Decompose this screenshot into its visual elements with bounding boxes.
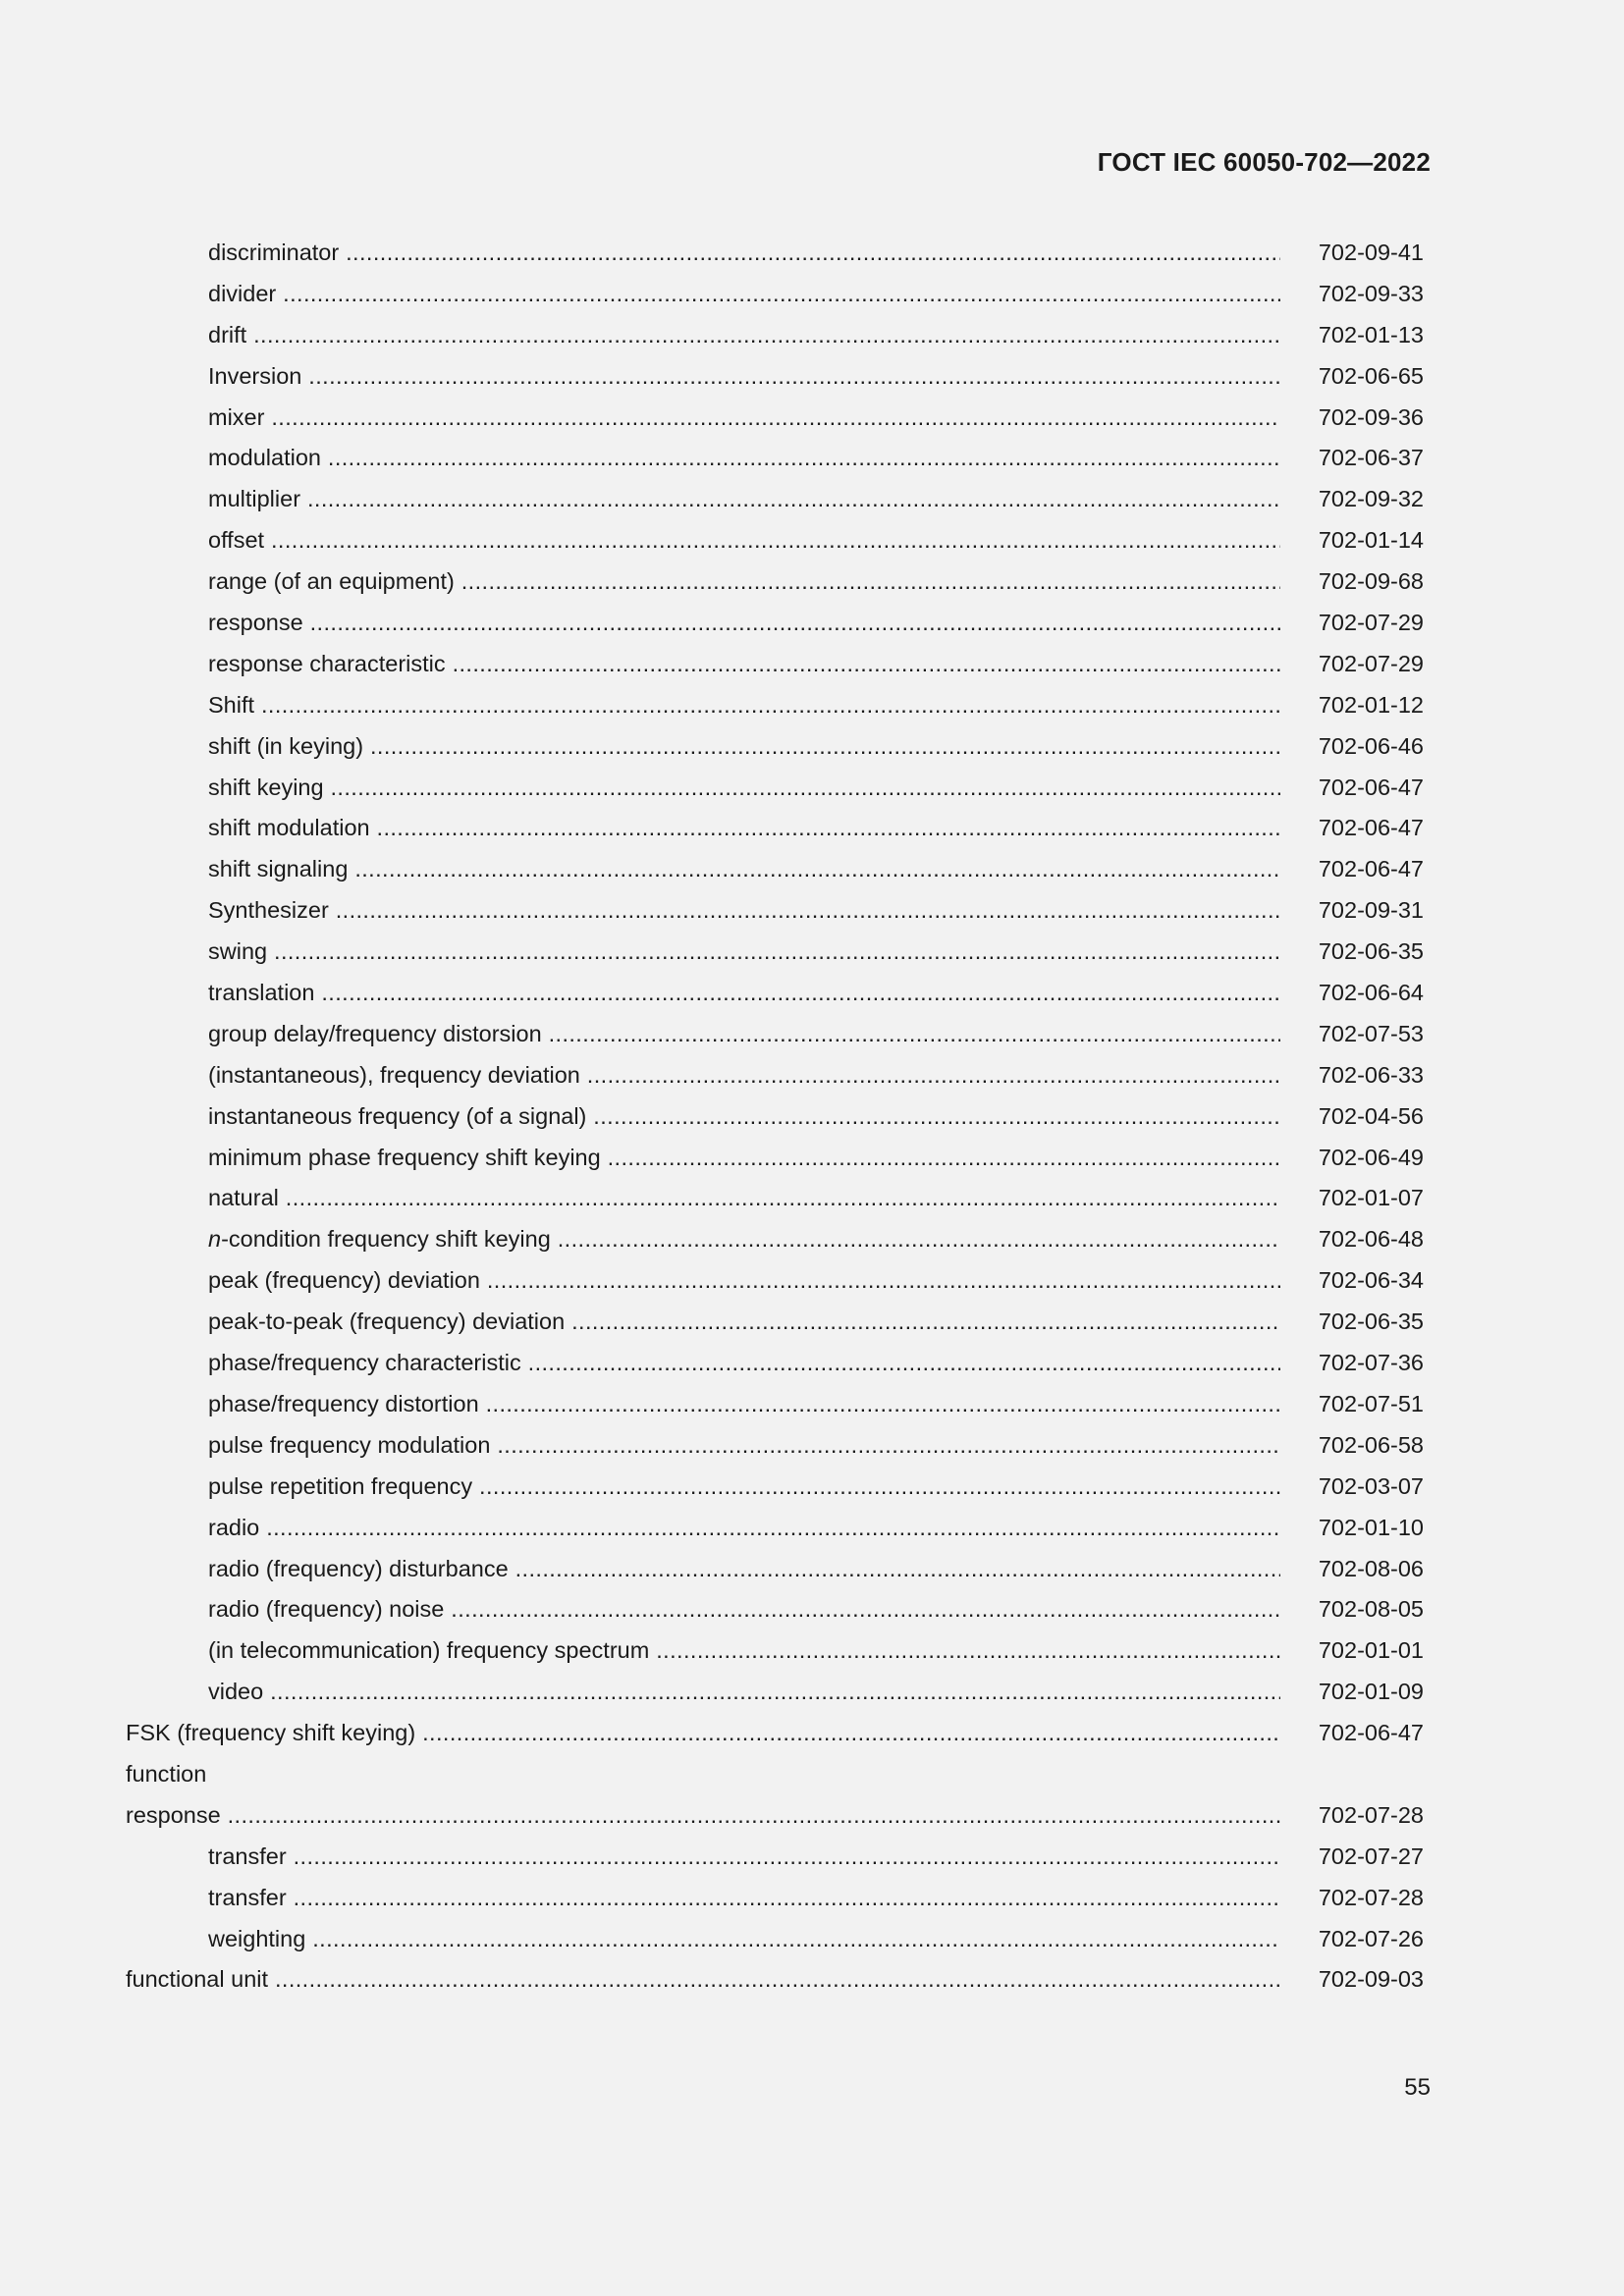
index-ref: 702-09-33 — [1318, 280, 1424, 306]
index-term — [126, 1795, 1280, 1837]
index-entry — [126, 561, 1424, 603]
index-entry — [126, 726, 1424, 768]
index-term — [126, 1959, 1280, 2001]
index-ref: 702-09-68 — [1318, 568, 1424, 595]
index-ref: 702-01-09 — [1318, 1679, 1424, 1705]
index-ref: 702-01-10 — [1318, 1514, 1424, 1540]
index-entry — [126, 1754, 1424, 1795]
index-term-text: natural — [208, 1185, 279, 1211]
index-ref: 702-09-41 — [1318, 240, 1424, 265]
index-ref: 702-07-29 — [1318, 650, 1424, 676]
index-term — [208, 1508, 1280, 1549]
index-entry — [126, 438, 1424, 479]
index-entry — [126, 768, 1424, 809]
index-term-text: peak-to-peak (frequency) deviation — [208, 1308, 566, 1335]
index-term-text: response — [126, 1801, 221, 1828]
index-entry — [126, 890, 1424, 932]
index-entry — [126, 274, 1424, 315]
index-term-text: transfer — [208, 1884, 287, 1910]
index-term — [208, 1096, 1280, 1138]
index-term — [208, 973, 1280, 1014]
index-term — [208, 315, 1280, 356]
index-ref: 702-06-35 — [1318, 1308, 1424, 1335]
index-entry — [126, 1055, 1424, 1096]
index-term-text: (in telecommunication) frequency spectrum — [208, 1637, 650, 1664]
index-term — [208, 1384, 1280, 1425]
index-term-text: instantaneous frequency (of a signal) — [208, 1102, 587, 1129]
index-term-text: offset — [208, 527, 265, 554]
index-term — [208, 644, 1280, 685]
index-term — [208, 1425, 1280, 1467]
index-ref: 702-03-07 — [1318, 1472, 1424, 1499]
index-term-text: pulse frequency modulation — [208, 1431, 491, 1458]
index-entry — [126, 1795, 1424, 1837]
index-entry — [126, 1959, 1424, 2001]
index-entry — [126, 1343, 1424, 1384]
index-term — [208, 1589, 1280, 1630]
index-ref: 702-08-06 — [1318, 1555, 1424, 1581]
index-term — [208, 274, 1280, 315]
index-term-text: Inversion — [208, 362, 302, 389]
index-term — [208, 520, 1280, 561]
index-term — [126, 1754, 1280, 1795]
index-entry — [126, 1589, 1424, 1630]
index-ref: 702-01-14 — [1318, 527, 1424, 554]
index-term — [208, 1630, 1280, 1672]
index-term — [208, 356, 1280, 398]
index-entry — [126, 1467, 1424, 1508]
index-term — [126, 1713, 1280, 1754]
index-term — [208, 1343, 1280, 1384]
index-term — [208, 1219, 1280, 1260]
document-header: ГОСТ IEC 60050-702—2022 — [1097, 147, 1431, 177]
index-term — [208, 603, 1280, 644]
index-term-text: Shift — [208, 691, 255, 718]
index-ref: 702-06-47 — [1318, 856, 1424, 882]
index-ref: 702-06-47 — [1318, 774, 1424, 800]
index-term — [208, 768, 1280, 809]
index-term-text: shift signaling — [208, 856, 349, 882]
index-term — [208, 1178, 1280, 1219]
index-list — [126, 233, 1424, 2001]
index-term — [208, 561, 1280, 603]
index-term — [208, 1837, 1280, 1878]
index-term-text: group delay/frequency distorsion — [208, 1020, 542, 1046]
index-term — [208, 1055, 1280, 1096]
index-ref: 702-08-05 — [1318, 1596, 1424, 1623]
index-entry — [126, 1260, 1424, 1302]
index-entry — [126, 315, 1424, 356]
index-ref: 702-07-36 — [1318, 1350, 1424, 1376]
index-ref: 702-07-28 — [1318, 1884, 1424, 1910]
index-term-text: response — [208, 610, 303, 636]
index-term — [208, 932, 1280, 973]
index-term-text: radio — [208, 1514, 260, 1540]
index-ref: 702-06-35 — [1318, 938, 1424, 965]
index-term — [208, 1878, 1280, 1919]
index-term — [208, 1467, 1280, 1508]
index-term-text: video — [208, 1679, 264, 1705]
index-ref: 702-07-29 — [1318, 610, 1424, 636]
index-entry — [126, 479, 1424, 520]
index-entry — [126, 1219, 1424, 1260]
index-entry — [126, 644, 1424, 685]
index-ref: 702-06-33 — [1318, 1061, 1424, 1088]
index-term — [208, 1302, 1280, 1343]
index-ref: 702-07-28 — [1318, 1801, 1424, 1828]
index-term-text: Synthesizer — [208, 897, 329, 924]
index-entry — [126, 356, 1424, 398]
index-term — [208, 685, 1280, 726]
index-ref: 702-06-64 — [1318, 980, 1424, 1006]
index-term — [208, 1672, 1280, 1713]
index-entry — [126, 973, 1424, 1014]
index-term-text: function — [126, 1760, 207, 1787]
index-entry — [126, 1630, 1424, 1672]
index-term-text: pulse repetition frequency — [208, 1472, 473, 1499]
index-term — [208, 1549, 1280, 1590]
index-term-text: radio (frequency) noise — [208, 1596, 445, 1623]
index-ref: 702-01-07 — [1318, 1185, 1424, 1211]
page-number: 55 — [1404, 2074, 1431, 2101]
index-entry — [126, 520, 1424, 561]
index-term — [208, 1014, 1280, 1055]
index-term-text: modulation — [208, 445, 321, 471]
index-term — [208, 398, 1280, 439]
index-ref: 702-07-53 — [1318, 1020, 1424, 1046]
index-entry — [126, 1178, 1424, 1219]
index-term-text: phase/frequency distortion — [208, 1390, 479, 1416]
index-term-prefix: n — [208, 1226, 222, 1253]
index-ref: 702-06-46 — [1318, 732, 1424, 759]
index-term-text: mixer — [208, 403, 265, 430]
index-ref: 702-09-03 — [1318, 1966, 1424, 1993]
index-term-text: weighting — [208, 1925, 306, 1951]
index-ref: 702-06-65 — [1318, 362, 1424, 389]
index-ref: 702-01-12 — [1318, 691, 1424, 718]
index-ref: 702-06-37 — [1318, 445, 1424, 471]
index-entry — [126, 1508, 1424, 1549]
index-term — [208, 808, 1280, 849]
index-entry — [126, 1096, 1424, 1138]
index-term — [208, 1919, 1280, 1960]
index-ref: 702-09-31 — [1318, 897, 1424, 924]
index-ref: 702-04-56 — [1318, 1102, 1424, 1129]
index-ref: 702-07-26 — [1318, 1925, 1424, 1951]
index-entry — [126, 1014, 1424, 1055]
index-entry — [126, 1549, 1424, 1590]
index-term-text: shift keying — [208, 774, 324, 800]
index-term-text: shift (in keying) — [208, 732, 364, 759]
index-entry — [126, 1384, 1424, 1425]
index-ref: 702-06-47 — [1318, 815, 1424, 841]
index-term-text: discriminator — [208, 240, 340, 265]
index-term-text: drift — [208, 321, 247, 347]
index-entry — [126, 932, 1424, 973]
index-term-text: multiplier — [208, 486, 301, 512]
index-ref: 702-06-49 — [1318, 1144, 1424, 1170]
index-ref: 702-06-47 — [1318, 1720, 1424, 1746]
index-term-text: swing — [208, 938, 268, 965]
index-term-text: divider — [208, 280, 277, 306]
index-entry — [126, 685, 1424, 726]
index-entry — [126, 1425, 1424, 1467]
index-ref: 702-07-27 — [1318, 1842, 1424, 1869]
index-ref: 702-09-32 — [1318, 486, 1424, 512]
index-term-text: functional unit — [126, 1966, 269, 1993]
index-term-text: (instantaneous), frequency deviation — [208, 1061, 580, 1088]
index-term-text: phase/frequency characteristic — [208, 1350, 521, 1376]
index-entry — [126, 398, 1424, 439]
index-term-text: peak (frequency) deviation — [208, 1267, 480, 1294]
index-entry — [126, 849, 1424, 890]
index-term-text: radio (frequency) disturbance — [208, 1555, 509, 1581]
index-term-text: -condition frequency shift keying — [221, 1226, 551, 1253]
index-ref: 702-06-58 — [1318, 1431, 1424, 1458]
index-ref: 702-01-01 — [1318, 1637, 1424, 1664]
index-term-text: response characteristic — [208, 650, 446, 676]
index-term — [208, 849, 1280, 890]
index-term — [208, 479, 1280, 520]
index-term-text: range (of an equipment) — [208, 568, 455, 595]
index-entry — [126, 1837, 1424, 1878]
index-entry — [126, 1878, 1424, 1919]
index-entry — [126, 1713, 1424, 1754]
index-ref: 702-09-36 — [1318, 403, 1424, 430]
index-ref: 702-06-34 — [1318, 1267, 1424, 1294]
index-term — [208, 726, 1280, 768]
index-term — [208, 233, 1280, 274]
index-entry — [126, 1302, 1424, 1343]
index-term-text: minimum phase frequency shift keying — [208, 1144, 601, 1170]
index-term — [208, 1138, 1280, 1179]
index-term-text: transfer — [208, 1842, 287, 1869]
index-entry — [126, 808, 1424, 849]
index-term-text: shift modulation — [208, 815, 370, 841]
index-term — [208, 438, 1280, 479]
index-ref: 702-07-51 — [1318, 1390, 1424, 1416]
index-entry — [126, 1138, 1424, 1179]
index-ref: 702-01-13 — [1318, 321, 1424, 347]
index-entry — [126, 1919, 1424, 1960]
index-term — [208, 1260, 1280, 1302]
index-entry — [126, 1672, 1424, 1713]
index-entry — [126, 603, 1424, 644]
index-term — [208, 890, 1280, 932]
index-term-text: translation — [208, 980, 315, 1006]
index-entry — [126, 233, 1424, 274]
index-term-text: FSK (frequency shift keying) — [126, 1720, 416, 1746]
index-ref: 702-06-48 — [1318, 1226, 1424, 1253]
